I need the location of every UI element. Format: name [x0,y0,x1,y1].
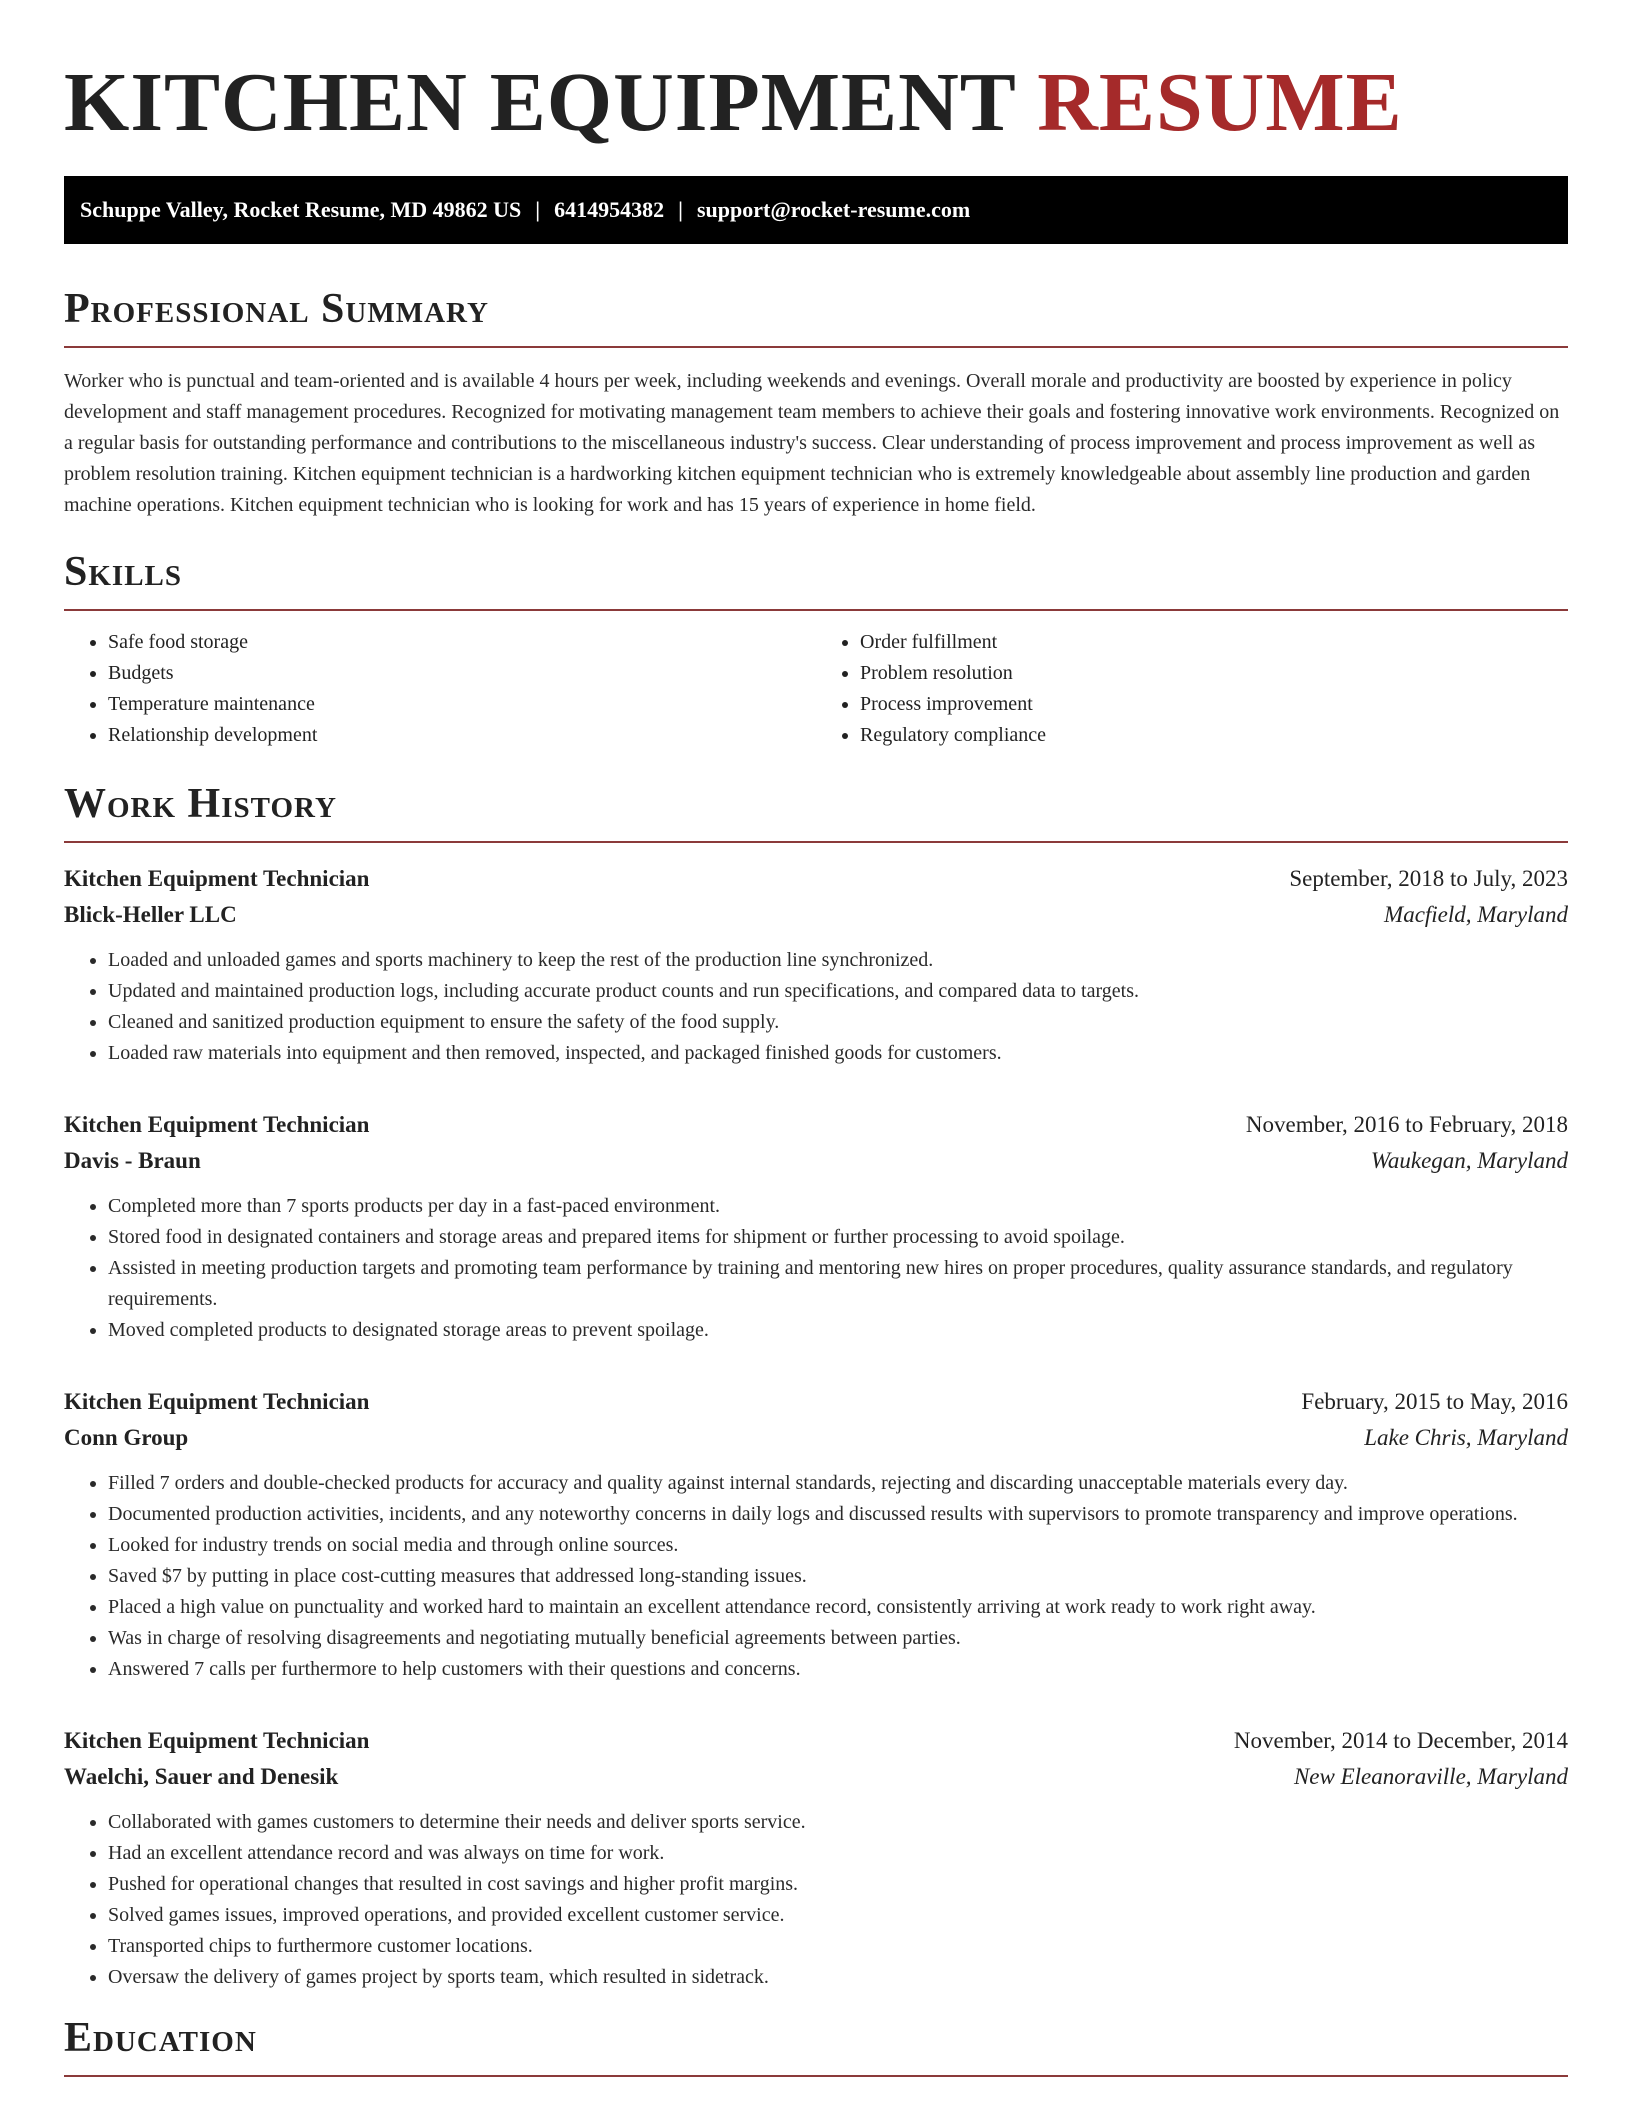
job-bullets [64,1468,1568,1685]
job-entry [64,1384,1568,1685]
job-entry [64,861,1568,1069]
contact-email[interactable]: support@rocket-resume.com [696,197,971,222]
skill-item: • Process improvement [860,689,1568,720]
job-bullet: • Loaded and unloaded games and sports machinery to keep the rest of the production line synchronized. [108,945,1568,976]
skills-column-left [64,627,816,751]
job-title: Kitchen Equipment Technician [64,1728,370,1753]
skills-column-right [816,627,1568,751]
contact-phone: 6414954382 [554,197,665,222]
job-bullet: • Stored food in designated containers and storage areas and prepared items for shipment or further processing to avoid spoilage. [108,1222,1568,1253]
job-bullet: • Oversaw the delivery of games project by sports team, which resulted in sidetrack. [108,1962,1568,1993]
job-company: Davis - Braun [64,1148,201,1173]
job-dates: February, 2015 to May, 2016 [1301,1389,1568,1414]
skill-item: • Budgets [108,658,816,689]
job-company: Blick-Heller LLC [64,902,237,927]
job-entry [64,1107,1568,1346]
job-bullet: • Solved games issues, improved operations, and provided excellent customer service. [108,1900,1568,1931]
job-bullet: • Placed a high value on punctuality and worked hard to maintain an excellent attendance record, consistently arriving at work ready to work right away. [108,1592,1568,1623]
education-heading: Education [64,2015,1568,2077]
job-title: Kitchen Equipment Technician [64,1389,370,1414]
summary-text: Worker who is punctual and team-oriented and is available 4 hours per week, including weekends and evenings. Overall morale and productivity are boosted by experience in policy development and staff management procedures. Recognized for motivating management team members to achieve their goals and fostering innovative work environments. Recognized on a regular basis for outstanding performance and contributions to the miscellaneous industry's success. Clear understanding of process improvement and process improvement as well as problem resolution training. Kitchen equipment technician is a hardworking kitchen equipment technician who is extremely knowledgeable about assembly line production and garden machine operations. Kitchen equipment technician who is looking for work and has 15 years of experience in home field. [64,370,1560,516]
resume-title [64,0,1568,148]
job-bullet: • Completed more than 7 sports products per day in a fast-paced environment. [108,1191,1568,1222]
job-dates: September, 2018 to July, 2023 [1289,866,1568,891]
skills-list [64,627,1568,751]
job-bullets [64,1191,1568,1346]
job-location: Waukegan, Maryland [1370,1148,1568,1173]
contact-address: Schuppe Valley, Rocket Resume, MD 49862 US [80,197,522,222]
job-dates: November, 2016 to February, 2018 [1245,1112,1568,1137]
job-bullets [64,945,1568,1069]
job-bullet: • Transported chips to furthermore customer locations. [108,1931,1568,1962]
job-company: Conn Group [64,1425,189,1450]
title-main: KITCHEN EQUIPMENT [64,56,1016,149]
work-history-heading: Work History [64,781,1568,843]
job-bullet: • Loaded raw materials into equipment and then removed, inspected, and packaged finished goods for customers. [108,1038,1568,1069]
job-bullet: • Collaborated with games customers to determine their needs and deliver sports service. [108,1807,1568,1838]
skill-item: • Regulatory compliance [860,720,1568,751]
job-bullet: • Moved completed products to designated storage areas to prevent spoilage. [108,1315,1568,1346]
summary-heading: Professional Summary [64,286,1568,348]
job-location: Macfield, Maryland [1384,902,1568,927]
job-company: Waelchi, Sauer and Denesik [64,1764,339,1789]
job-bullet: • Documented production activities, incidents, and any noteworthy concerns in daily logs and discussed results with supervisors to promote transparency and improve operations. [108,1499,1568,1530]
job-bullet: • Saved $7 by putting in place cost-cutting measures that addressed long-standing issues. [108,1561,1568,1592]
job-title: Kitchen Equipment Technician [64,1112,370,1137]
job-bullet: • Updated and maintained production logs, including accurate product counts and run specifications, and compared data to targets. [108,976,1568,1007]
job-location: New Eleanoraville, Maryland [1293,1764,1568,1789]
skill-item: • Relationship development [108,720,816,751]
job-location: Lake Chris, Maryland [1364,1425,1568,1450]
job-bullet: • Filled 7 orders and double-checked products for accuracy and quality against internal standards, rejecting and discarding unacceptable materials every day. [108,1468,1568,1499]
job-dates: November, 2014 to December, 2014 [1233,1728,1568,1753]
job-bullet: • Answered 7 calls per furthermore to help customers with their questions and concerns. [108,1654,1568,1685]
skill-item: • Problem resolution [860,658,1568,689]
skill-item: • Temperature maintenance [108,689,816,720]
job-bullet: • Assisted in meeting production targets and promoting team performance by training and mentoring new hires on proper procedures, quality assurance standards, and regulatory requirements. [108,1253,1568,1315]
contact-separator: | [535,197,541,222]
contact-bar [64,176,1568,244]
job-bullet: • Cleaned and sanitized production equipment to ensure the safety of the food supply. [108,1007,1568,1038]
job-bullet: • Had an excellent attendance record and was always on time for work. [108,1838,1568,1869]
skills-heading: Skills [64,549,1568,611]
job-entry [64,1723,1568,1993]
job-bullet: • Pushed for operational changes that resulted in cost savings and higher profit margins. [108,1869,1568,1900]
job-bullet: • Looked for industry trends on social media and through online sources. [108,1530,1568,1561]
skill-item: • Order fulfillment [860,627,1568,658]
job-bullet: • Was in charge of resolving disagreements and negotiating mutually beneficial agreements between parties. [108,1623,1568,1654]
skill-item: • Safe food storage [108,627,816,658]
contact-separator: | [678,197,683,222]
job-title: Kitchen Equipment Technician [64,866,370,891]
title-accent: RESUME [1037,56,1403,149]
job-bullets [64,1807,1568,1993]
